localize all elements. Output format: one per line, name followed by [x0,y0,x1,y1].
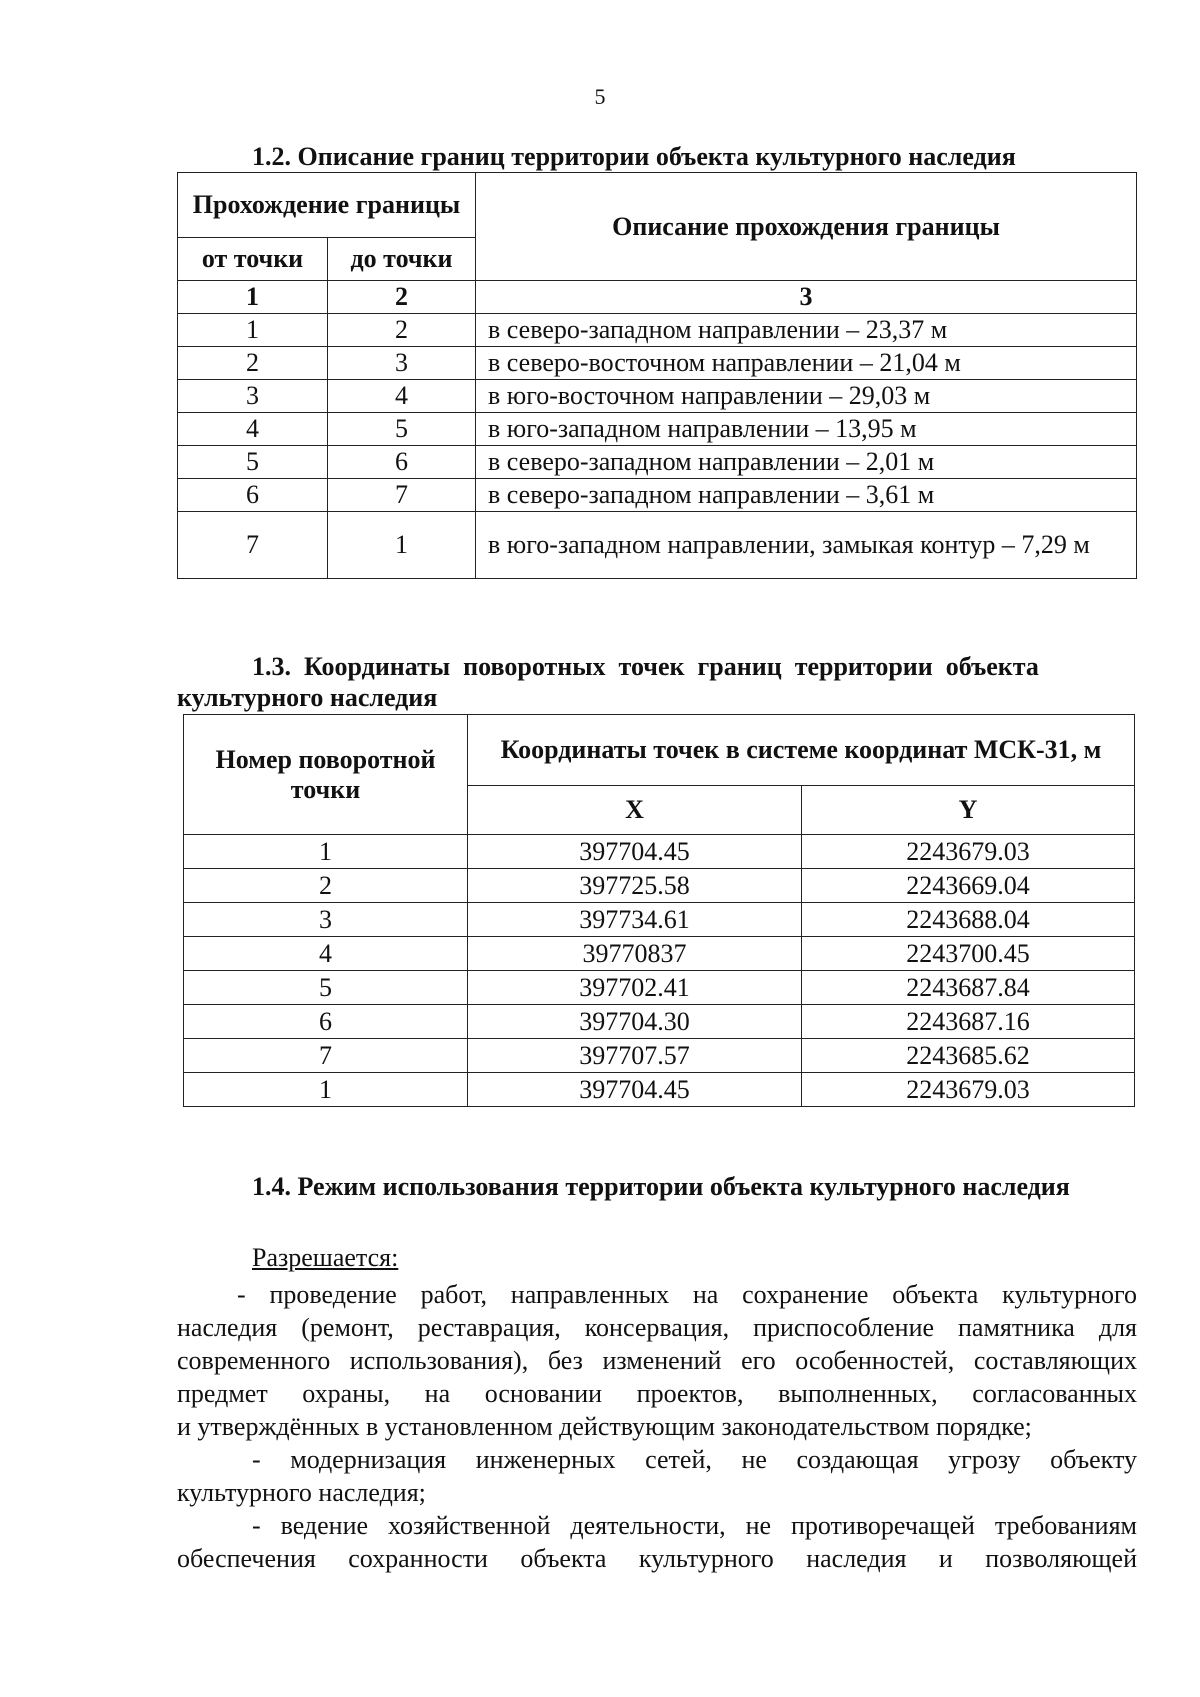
allowed-label: Разрешается: [252,1243,399,1272]
table-row [178,413,1137,446]
coord-y: 2243669.04 [802,869,1135,903]
table-row [184,1073,1135,1107]
paragraph-line: - модернизация инженерных сетей, не создающая угрозу объекту [252,1445,1137,1474]
to-point: 6 [328,446,476,479]
table-row [184,1005,1135,1039]
table-row [184,937,1135,971]
coord-y: 2243700.45 [802,937,1135,971]
table-row [178,479,1137,512]
from-point: 1 [178,314,328,347]
section-1-3-title-line2: культурного наследия [177,683,438,712]
table-row [184,903,1135,937]
point-number: 1 [184,835,468,869]
header-col-number: 1 [178,281,328,314]
table-row [178,347,1137,380]
to-point: 5 [328,413,476,446]
section-1-2-title: 1.2. Описание границ территории объекта культурного наследия [252,142,1016,171]
boundary-description: в северо-восточном направлении – 21,04 м [476,347,1137,380]
from-point: 2 [178,347,328,380]
header-description: Описание прохождения границы [476,173,1137,281]
section-1-3-title-line1: 1.3. Координаты поворотных точек границ территории объекта [252,652,1039,681]
header-coordinates: Координаты точек в системе координат МСК-31, м [468,715,1135,786]
coord-y: 2243679.03 [802,835,1135,869]
from-point: 4 [178,413,328,446]
paragraph-line: обеспечения сохранности объекта культурного наследия и позволяющей [177,1544,1137,1573]
boundary-description: в юго-западном направлении – 13,95 м [476,413,1137,446]
header-to: до точки [328,238,476,281]
boundary-description: в юго-восточном направлении – 29,03 м [476,380,1137,413]
to-point: 3 [328,347,476,380]
table-row [184,835,1135,869]
point-number: 2 [184,869,468,903]
from-point: 5 [178,446,328,479]
table-row [184,1039,1135,1073]
to-point: 2 [328,314,476,347]
table-row [178,380,1137,413]
table-row [178,314,1137,347]
coord-y: 2243687.84 [802,971,1135,1005]
boundary-description: в северо-западном направлении – 2,01 м [476,446,1137,479]
boundary-description: в юго-западном направлении, замыкая контур – 7,29 м [476,512,1137,579]
paragraph-line: и утверждённых в установленном действующим законодательством порядке; [177,1412,1032,1441]
coord-y: 2243687.16 [802,1005,1135,1039]
coord-x: 397702.41 [468,971,802,1005]
header-col-number: 3 [476,281,1137,314]
coord-x: 39770837 [468,937,802,971]
coord-x: 397725.58 [468,869,802,903]
header-y: Y [802,786,1135,835]
paragraph-line: - ведение хозяйственной деятельности, не противоречащей требованиям [252,1511,1137,1540]
page-number: 5 [594,84,606,109]
point-number: 5 [184,971,468,1005]
coord-x: 397704.45 [468,835,802,869]
header-point-number: Номер поворотной точки [184,715,468,835]
coord-x: 397734.61 [468,903,802,937]
header-passage: Прохождение границы [178,173,476,238]
header-col-number: 2 [328,281,476,314]
paragraph-line: наследия (ремонт, реставрация, консервация, приспособление памятника для [177,1313,1137,1342]
coord-y: 2243679.03 [802,1073,1135,1107]
from-point: 6 [178,479,328,512]
allowed-item-2 [177,1443,1137,1509]
boundary-description-table [177,172,1137,579]
allowed-item-3 [177,1509,1137,1575]
point-number: 1 [184,1073,468,1107]
point-number: 7 [184,1039,468,1073]
to-point: 4 [328,380,476,413]
header-from: от точки [178,238,328,281]
header-x: X [468,786,802,835]
to-point: 7 [328,479,476,512]
coord-x: 397707.57 [468,1039,802,1073]
point-number: 3 [184,903,468,937]
paragraph-line: современного использования), без изменений его особенностей, составляющих [177,1346,1137,1375]
coord-y: 2243685.62 [802,1039,1135,1073]
coord-x: 397704.30 [468,1005,802,1039]
table-row [178,512,1137,579]
boundary-description: в северо-западном направлении – 3,61 м [476,479,1137,512]
coordinates-table [183,714,1135,1107]
allowed-item-1 [177,1278,1137,1443]
point-number: 6 [184,1005,468,1039]
point-number: 4 [184,937,468,971]
table-row [184,971,1135,1005]
table-row [178,446,1137,479]
paragraph-line: предмет охраны, на основании проектов, выполненных, согласованных [177,1379,1137,1408]
from-point: 7 [178,512,328,579]
from-point: 3 [178,380,328,413]
paragraph-line: - проведение работ, направленных на сохранение объекта культурного [237,1280,1137,1309]
boundary-description: в северо-западном направлении – 23,37 м [476,314,1137,347]
table-row [184,869,1135,903]
coord-y: 2243688.04 [802,903,1135,937]
section-1-4-title: 1.4. Режим использования территории объекта культурного наследия [252,1172,1070,1201]
to-point: 1 [328,512,476,579]
coord-x: 397704.45 [468,1073,802,1107]
paragraph-line: культурного наследия; [177,1478,426,1507]
